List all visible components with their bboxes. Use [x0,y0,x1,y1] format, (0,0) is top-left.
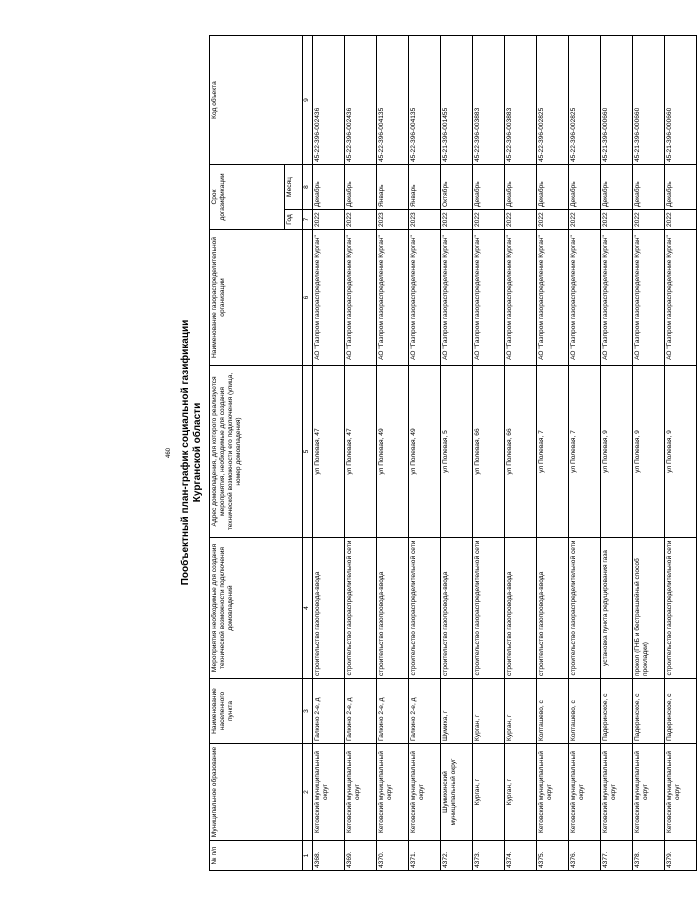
cell-address: ул Полевая, 7 [537,366,569,538]
cell-municipality: Кетовский муниципальный округ [377,744,409,841]
cell-address: ул Полевая, 9 [601,366,633,538]
cell-code: 45-21-396-000660 [601,36,633,165]
column-number: 3 [303,679,313,744]
header-code: Код объекта [210,36,303,165]
header-address: Адрес домовладения, для которого реализуются мероприятия, необходимые для создания технической возможности его подключения (улица, номер домовладения) [210,366,303,538]
cell-month: Декабрь [505,165,537,210]
cell-measure: строительство газопровода-ввода [441,538,473,679]
cell-month: Декабрь [569,165,601,210]
table-row [665,36,697,871]
page-number: 460 [166,448,172,459]
cell-measure: установка пункта редуцирования газа [601,538,633,679]
header-year: Год [285,210,303,230]
cell-code: 45-22-396-002436 [345,36,377,165]
cell-address: ул Полевая, 9 [633,366,665,538]
cell-month: Январь [409,165,441,210]
cell-municipality: Кетовский муниципальный округ [345,744,377,841]
cell-year: 2022 [441,210,473,230]
cell-month: Декабрь [345,165,377,210]
cell-municipality: Курган, г [473,744,505,841]
cell-measure: строительство газопровода-ввода [377,538,409,679]
cell-org: АО "Газпром газораспределение Курган" [313,230,345,366]
cell-org: АО "Газпром газораспределение Курган" [601,230,633,366]
cell-num: 4379. [665,841,697,871]
cell-settlement: Колташево, с [569,679,601,744]
column-number: 1 [303,841,313,871]
cell-num: 4374. [505,841,537,871]
cell-year: 2022 [601,210,633,230]
cell-num: 4375. [537,841,569,871]
cell-measure: строительство газораспределительной сети [569,538,601,679]
cell-org: АО "Газпром газораспределение Курган" [473,230,505,366]
cell-address: ул Полевая, 7 [569,366,601,538]
cell-month: Декабрь [665,165,697,210]
cell-code: 45-22-396-004135 [377,36,409,165]
header-municipality: Муниципальное образование [210,744,303,841]
table-row [601,36,633,871]
cell-org: АО "Газпром газораспределение Курган" [665,230,697,366]
column-number: 6 [303,230,313,366]
cell-num: 4373. [473,841,505,871]
cell-measure: строительство газораспределительной сети [409,538,441,679]
cell-num: 4372. [441,841,473,871]
cell-settlement: Колташево, с [537,679,569,744]
cell-settlement: Галкино 2-е, д [313,679,345,744]
cell-measure: строительство газораспределительной сети [345,538,377,679]
table-row [409,36,441,871]
cell-num: 4368. [313,841,345,871]
cell-org: АО "Газпром газораспределение Курган" [569,230,601,366]
table-row [441,36,473,871]
table-row [633,36,665,871]
cell-address: ул Полевая, 66 [473,366,505,538]
cell-year: 2022 [473,210,505,230]
title-line-2: Курганской области [192,402,203,503]
column-number: 8 [303,165,313,210]
cell-address: ул Полевая, 66 [505,366,537,538]
cell-org: АО "Газпром газораспределение Курган" [633,230,665,366]
cell-settlement: Галкино 2-е, д [377,679,409,744]
cell-measure: строительство газопровода-ввода [313,538,345,679]
gasification-table [209,35,697,871]
cell-num: 4370. [377,841,409,871]
cell-month: Декабрь [633,165,665,210]
cell-municipality: Курган, г [505,744,537,841]
table-row [313,36,345,871]
cell-num: 4371. [409,841,441,871]
cell-code: 45-22-396-004135 [409,36,441,165]
cell-year: 2023 [409,210,441,230]
cell-month: Декабрь [473,165,505,210]
cell-num: 4377. [601,841,633,871]
cell-settlement: Шумиха, г [441,679,473,744]
table-row [505,36,537,871]
cell-year: 2022 [569,210,601,230]
table-row [569,36,601,871]
header-measures: Мероприятия необходимые для создания технической возможности подключения домовладений [210,538,303,679]
cell-month: Декабрь [313,165,345,210]
cell-code: 45-21-396-000660 [665,36,697,165]
header-deadline: Срок догазификации [210,165,285,230]
cell-municipality: Кетовский муниципальный округ [601,744,633,841]
cell-settlement: Падеринское, с [601,679,633,744]
cell-address: ул Полевая, 49 [409,366,441,538]
cell-year: 2023 [377,210,409,230]
cell-code: 45-22-396-002825 [537,36,569,165]
cell-code: 45-21-396-000660 [633,36,665,165]
cell-month: Октябрь [441,165,473,210]
cell-municipality: Кетовский муниципальный округ [537,744,569,841]
cell-code: 45-21-396-001455 [441,36,473,165]
cell-code: 45-22-396-002436 [313,36,345,165]
cell-code: 45-22-396-003883 [505,36,537,165]
cell-municipality: Кетовский муниципальный округ [665,744,697,841]
cell-org: АО "Газпром газораспределение Курган" [409,230,441,366]
cell-year: 2022 [345,210,377,230]
column-number: 5 [303,366,313,538]
cell-num: 4378. [633,841,665,871]
column-number: 4 [303,538,313,679]
header-org: Наименование газораспределительной организации [210,230,303,366]
table-row [537,36,569,871]
cell-num: 4369. [345,841,377,871]
cell-year: 2022 [633,210,665,230]
cell-org: АО "Газпром газораспределение Курган" [537,230,569,366]
cell-code: 45-22-396-002825 [569,36,601,165]
cell-address: ул Полевая, 47 [313,366,345,538]
cell-org: АО "Газпром газораспределение Курган" [345,230,377,366]
cell-num: 4376. [569,841,601,871]
cell-municipality: Кетовский муниципальный округ [409,744,441,841]
column-number: 7 [303,210,313,230]
cell-settlement: Курган, г [473,679,505,744]
cell-municipality: Кетовский муниципальный округ [313,744,345,841]
cell-code: 45-22-396-003883 [473,36,505,165]
table-row [473,36,505,871]
cell-municipality: Кетовский муниципальный округ [569,744,601,841]
cell-org: АО "Газпром газораспределение Курган" [377,230,409,366]
cell-org: АО "Газпром газораспределение Курган" [505,230,537,366]
table-row [377,36,409,871]
cell-measure: прокол (ГНБ и бестраншейный способ прокладки) [633,538,665,679]
cell-month: Декабрь [601,165,633,210]
cell-settlement: Падеринское, с [665,679,697,744]
header-month: Месяц [285,165,303,210]
cell-month: Декабрь [537,165,569,210]
cell-settlement: Галкино 2-е, д [345,679,377,744]
cell-settlement: Курган, г [505,679,537,744]
table-row [345,36,377,871]
cell-year: 2022 [537,210,569,230]
cell-address: ул Полевая, 5 [441,366,473,538]
column-number: 9 [303,36,313,165]
header-settlement: Наименование населенного пункта [210,679,303,744]
cell-month: Январь [377,165,409,210]
header-num: № п/п [210,841,303,871]
cell-settlement: Падеринское, с [633,679,665,744]
cell-measure: строительство газораспределительной сети [665,538,697,679]
cell-address: ул Полевая, 9 [665,366,697,538]
title-line-1: Пообъектный план-график социальной газификации [180,319,191,586]
cell-measure: строительство газопровода-ввода [505,538,537,679]
column-number: 2 [303,744,313,841]
cell-year: 2022 [665,210,697,230]
cell-measure: строительство газопровода-ввода [537,538,569,679]
cell-org: АО "Газпром газораспределение Курган" [441,230,473,366]
cell-measure: строительство газораспределительной сети [473,538,505,679]
document-title [180,0,204,905]
cell-address: ул Полевая, 49 [377,366,409,538]
cell-year: 2022 [313,210,345,230]
cell-municipality: Шумихинский муниципальный округ [441,744,473,841]
cell-settlement: Галкино 2-е, д [409,679,441,744]
cell-year: 2022 [505,210,537,230]
cell-address: ул Полевая, 47 [345,366,377,538]
cell-municipality: Кетовский муниципальный округ [633,744,665,841]
